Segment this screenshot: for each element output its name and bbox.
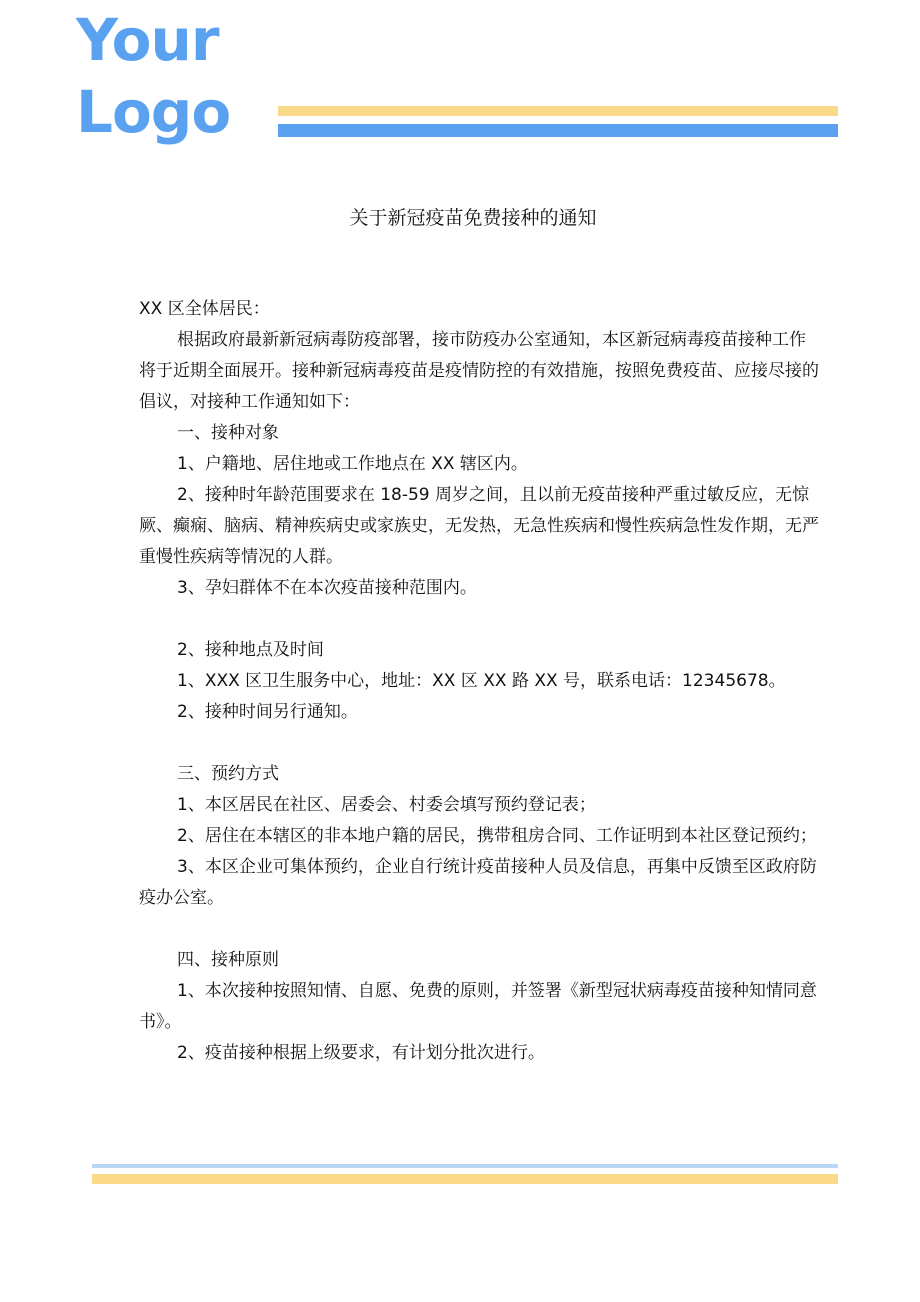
- logo-line-1: Your: [76, 6, 219, 74]
- section-2-heading: 2、接种地点及时间: [177, 640, 324, 660]
- spacer: [139, 604, 819, 635]
- footer-yellow-stripe: [92, 1174, 838, 1184]
- section-1-heading: 一、接种对象: [177, 423, 279, 443]
- section-1-item: 1、户籍地、居住地或工作地点在 XX 辖区内。: [177, 454, 528, 474]
- intro-paragraph: 根据政府最新新冠病毒防疫部署，接市防疫办公室通知，本区新冠病毒疫苗接种工作将于近期全面展开。接种新冠病毒疫苗是疫情防控的有效措施，按照免费疫苗、应接尽接的倡议，对接种工作通知如下：: [139, 330, 819, 412]
- section-4-item: 2、疫苗接种根据上级要求，有计划分批次进行。: [177, 1043, 545, 1063]
- section-1-item: 2、接种时年龄范围要求在 18-59 周岁之间，且以前无疫苗接种严重过敏反应，无惊厥、癫痫、脑病、精神疾病史或家族史，无发热，无急性疾病和慢性疾病急性发作期，无严重慢性疾病等情况的人群。: [139, 485, 819, 567]
- section-3-item: 2、居住在本辖区的非本地户籍的居民，携带租房合同、工作证明到本社区登记预约；: [177, 826, 817, 846]
- logo: [76, 4, 230, 148]
- section-3-item: 1、本区居民在社区、居委会、村委会填写预约登记表；: [177, 795, 596, 815]
- section-3-item: 3、本区企业可集体预约，企业自行统计疫苗接种人员及信息，再集中反馈至区政府防疫办公室。: [139, 857, 817, 908]
- document-body: [139, 294, 819, 1069]
- section-4-heading: 四、接种原则: [177, 950, 279, 970]
- document-title: 关于新冠疫苗免费接种的通知: [349, 207, 597, 229]
- spacer: [139, 728, 819, 759]
- section-3-heading: 三、预约方式: [177, 764, 279, 784]
- spacer: [139, 914, 819, 945]
- section-2-item: 2、接种时间另行通知。: [177, 702, 358, 722]
- section-4-item: 1、本次接种按照知情、自愿、免费的原则，并签署《新型冠状病毒疫苗接种知情同意书》。: [139, 981, 817, 1032]
- header-yellow-stripe: [278, 106, 838, 116]
- logo-line-2: Logo: [76, 78, 231, 146]
- section-1-item: 3、孕妇群体不在本次疫苗接种范围内。: [177, 578, 477, 598]
- footer-blue-stripe: [92, 1164, 838, 1168]
- salutation: XX 区全体居民：: [139, 299, 270, 319]
- section-2-item: 1、XXX 区卫生服务中心，地址：XX 区 XX 路 XX 号，联系电话：12345678。: [177, 671, 786, 691]
- header-blue-stripe: [278, 124, 838, 137]
